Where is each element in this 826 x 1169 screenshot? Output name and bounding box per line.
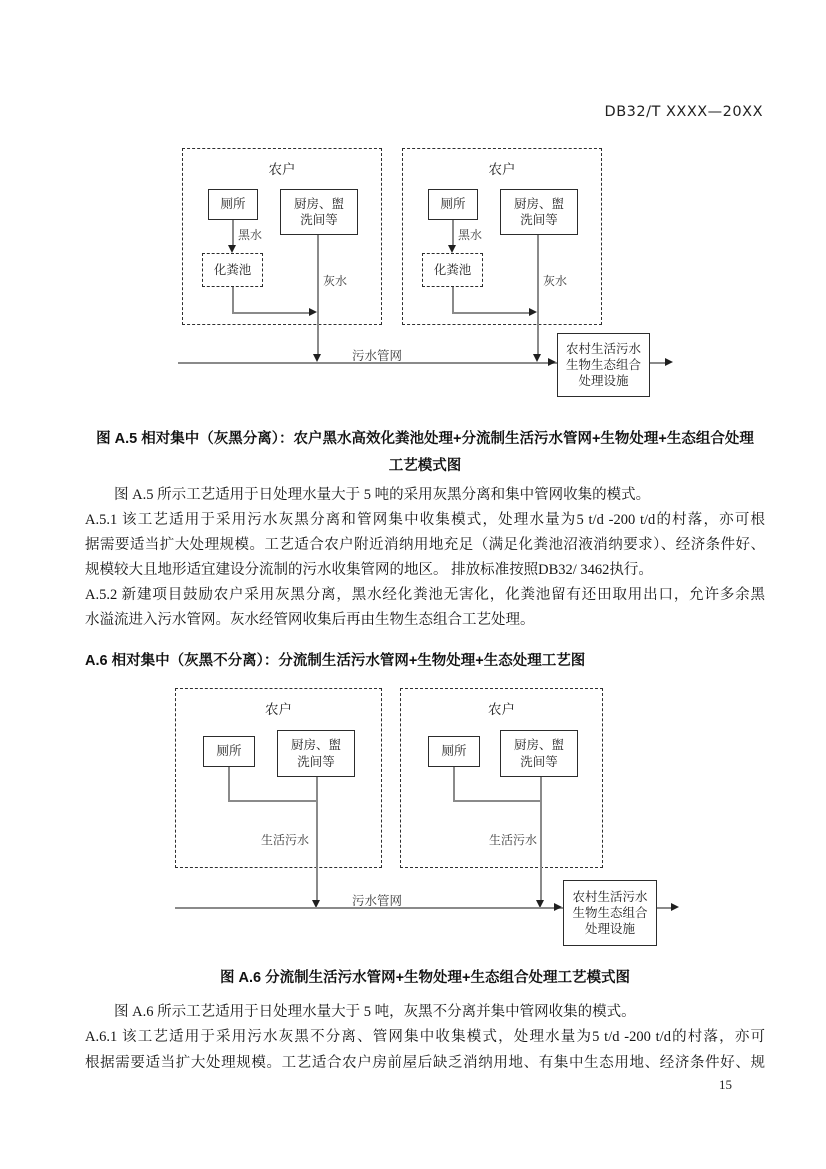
sewage-label: 生活污水 [261, 833, 310, 847]
household-label: 农户 [268, 162, 296, 177]
blackwater-label: 黑水 [238, 228, 263, 242]
sewer-label: 污水管网 [352, 894, 403, 908]
toilet-box: 厕所 [428, 189, 478, 220]
sewage-line [316, 777, 318, 900]
treatment-facility-box: 农村生活污水生物生态组合处理设施 [563, 880, 657, 946]
standard-number: DB32/T XXXX—20XX [604, 104, 763, 120]
figure-a5-caption-line2: 工艺模式图 [388, 458, 462, 474]
kitchen-box: 厨房、盥洗间等 [500, 730, 578, 777]
paragraph-a5-1: 规模较大且地形适宜建设分流制的污水收集管网的地区。 排放标准按照DB32/ 3462执行。 [85, 562, 653, 578]
figure-a6-caption: 图 A.6 分流制生活污水管网+生物处理+生态组合处理工艺模式图 [219, 970, 631, 986]
paragraph-a5-2: 水溢流进入污水管网。灰水经管网收集后再由生物生态组合工艺处理。 [85, 612, 535, 628]
sewage-label: 生活污水 [489, 833, 538, 847]
septic-tank-box: 化粪池 [422, 253, 483, 287]
toilet-outlet-line [453, 767, 455, 801]
toilet-box: 厕所 [428, 736, 480, 767]
paragraph-a6-1: A.6.1 该工艺适用于采用污水灰黑不分离、管网集中收集模式，处理水量为5 t/d -200 t/d的村落，亦可 [85, 1029, 765, 1045]
paragraph-a5-1: 据需要适当扩大处理规模。工艺适合农户附近消纳用地充足（满足化粪池沼液消纳要求）、经济条件好、 [85, 537, 765, 553]
paragraph-a6-1: 根据需要适当扩大处理规模。工艺适合农户房前屋后缺乏消纳用地、有集中生态用地、经济条件好、规 [85, 1055, 765, 1071]
toilet-box: 厕所 [208, 189, 258, 220]
toilet-box: 厕所 [203, 736, 255, 767]
sewer-label: 污水管网 [352, 349, 403, 363]
greywater-label: 灰水 [543, 274, 568, 288]
septic-tank-box: 化粪池 [202, 253, 263, 287]
kitchen-box: 厨房、盥洗间等 [500, 189, 578, 235]
toilet-outlet-line [228, 800, 317, 802]
page-number: 15 [719, 1077, 732, 1092]
kitchen-box: 厨房、盥洗间等 [280, 189, 358, 235]
paragraph-a5-2: A.5.2 新建项目鼓励农户采用灰黑分离，黑水经化粪池无害化，化粪池留有还田取用出口，允许多余黑 [85, 587, 765, 603]
arrow-right-icon [554, 903, 562, 911]
kitchen-box: 厨房、盥洗间等 [277, 730, 355, 777]
paragraph-a6-intro: 图 A.6 所示工艺适用于日处理水量大于 5 吨，灰黑不分离并集中管网收集的模式。 [114, 1004, 636, 1020]
figure-a5-caption-line1: 图 A.5 相对集中（灰黑分离）：农户黑水高效化粪池处理+分流制生活污水管网+生物处理+生态组合处理 [96, 431, 754, 447]
effluent-line [657, 907, 672, 909]
greywater-label: 灰水 [323, 274, 348, 288]
toilet-outlet-line [453, 800, 541, 802]
blackwater-label: 黑水 [458, 228, 483, 242]
household-label: 农户 [265, 702, 292, 717]
toilet-outlet-line [228, 767, 230, 801]
paragraph-a5-1: A.5.1 该工艺适用于采用污水灰黑分离和管网集中收集模式，处理水量为5 t/d -200 t/d的村落，亦可根 [85, 512, 765, 528]
arrow-right-icon [671, 903, 679, 911]
sewage-line [540, 777, 542, 900]
household-label: 农户 [488, 702, 515, 717]
paragraph-a5-intro: 图 A.5 所示工艺适用于日处理水量大于 5 吨的采用灰黑分离和集中管网收集的模式。 [114, 487, 651, 503]
household-label: 农户 [488, 162, 516, 177]
treatment-facility-box: 农村生活污水生物生态组合处理设施 [557, 333, 650, 397]
section-a6-heading: A.6 相对集中（灰黑不分离）：分流制生活污水管网+生物处理+生态处理工艺图 [85, 653, 586, 669]
